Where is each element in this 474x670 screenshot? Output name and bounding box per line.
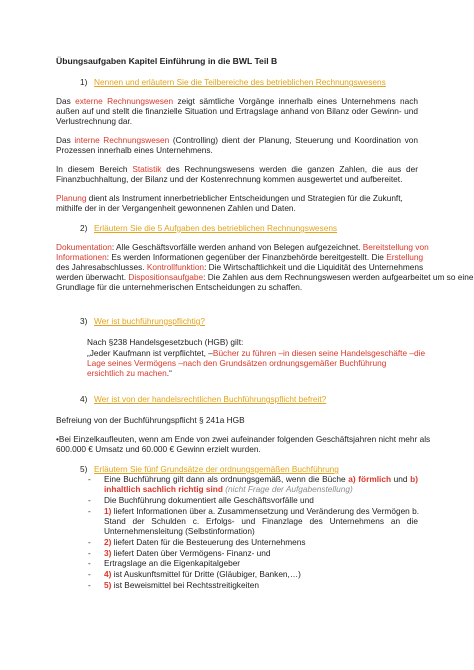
list-bullet: - bbox=[88, 580, 91, 590]
question-5-text: Erläutern Sie fünf Grundsätze der ordnungsgemäßen Buchführung bbox=[94, 464, 339, 474]
list-bullet: - bbox=[88, 474, 91, 484]
list-item-5-line-1: 3) liefert Daten über Vermögens- Finanz- und bbox=[104, 548, 271, 558]
list-bullet: - bbox=[88, 558, 91, 568]
paragraph-aufgaben-line-5: Grundlage für die unternehmerischen Entscheidungen zu schaffen. bbox=[56, 282, 303, 292]
paragraph-statistik-line-2: Finanzbuchhaltung, der Bilanz und der Kostenrechnung kommen ausgewertet und aufbereitet. bbox=[56, 174, 403, 184]
list-item-6: 4) ist Auskunftsmittel für Dritte (Gläubiger, Banken,…) bbox=[104, 569, 301, 579]
question-1-number: 1) bbox=[80, 77, 88, 87]
befreiung-line-1: •Bei Einzelkaufleuten, wenn am Ende von zwei aufeinander folgenden Geschäftsjahren nicht mehr als bbox=[56, 434, 431, 444]
paragraph-internal-line-2: Prozessen innerhalb eines Unternehmens. bbox=[56, 145, 213, 155]
question-5-number: 5) bbox=[80, 464, 88, 474]
question-4-text: Wer ist von der handelsrechtlichen Buchführungspflicht befreit? bbox=[94, 394, 327, 404]
list-item-7: 5) ist Beweismittel bei Rechtsstreitigkeiten bbox=[104, 580, 259, 590]
paragraph-aufgaben-line-2: Informationen: Es werden Informationen gegenüber der Finanzbehörde bereitgestellt. Die Erstellung bbox=[56, 252, 424, 262]
list-item-2: Die Buchführung dokumentiert alle Geschäftsvorfälle und bbox=[104, 495, 314, 505]
question-2-text: Erläutern Sie die 5 Aufgaben des betrieblichen Rechnungswesens bbox=[94, 223, 338, 233]
befreiung-line-2: 600.000 € Umsatz und 60.000 € Gewinn erzielt wurden. bbox=[56, 444, 261, 454]
paragraph-internal-line-1: Das interne Rechnungswesen (Controlling) dient der Planung, Steuerung und Koordination von bbox=[56, 135, 418, 145]
list-item-1-line-2: inhaltlich sachlich richtig sind (nicht Frage der Aufgabenstellung) bbox=[104, 484, 353, 494]
list-bullet: - bbox=[88, 506, 91, 516]
list-bullet: - bbox=[88, 569, 91, 579]
list-bullet: - bbox=[88, 548, 91, 558]
question-1-text: Nennen und erläutern Sie die Teilbereiche des betrieblichen Rechnungswesens bbox=[94, 77, 386, 87]
hgb-quote-line-1: „Jeder Kaufmann ist verpflichtet, –Bücher zu führen –in diesen seine Handelsgeschäfte –die bbox=[87, 348, 426, 358]
document-title: Übungsaufgaben Kapitel Einführung in die BWL Teil B bbox=[56, 56, 278, 66]
question-2-number: 2) bbox=[80, 223, 88, 233]
paragraph-aufgaben-line-4: werden überwacht. Dispositionsaufgabe: Die Zahlen aus dem Rechnungswesen werden aufgearbeitet um so eine bbox=[56, 272, 474, 282]
list-bullet: - bbox=[88, 537, 91, 547]
hgb-quote-line-2: Lage seines Vermögens –nach den Grundsätzen ordnungsgemäßer Buchführung bbox=[87, 358, 387, 368]
list-item-3-line-2: Stand der Schulden c. Erfolgs- und Finanzlage des Unternehmens an die bbox=[104, 516, 418, 526]
paragraph-planung-line-1: Planung dient als Instrument innerbetrieblicher Entscheidungen und Strategien für die Zukunft, bbox=[56, 193, 403, 203]
paragraph-aufgaben-line-3: des Jahresabschlusses. Kontrollfunktion: Die Wirtschaftlichkeit und die Liquidität des Unternehmens bbox=[56, 262, 424, 272]
list-bullet: - bbox=[88, 495, 91, 505]
paragraph-external-line-1: Das externe Rechnungswesen zeigt sämtliche Vorgänge innerhalb eines Unternehmens nach bbox=[56, 96, 418, 106]
hgb-intro: Nach §238 Handelsgesetzbuch (HGB) gilt: bbox=[87, 337, 244, 347]
list-item-4: 2) liefert Daten für die Besteuerung des Unternehmens bbox=[104, 537, 306, 547]
list-item-5-line-2: Ertragslage an die Eigenkapitalgeber bbox=[104, 558, 241, 568]
list-item-3-line-3: Unternehmensleitung (Selbstinformation) bbox=[104, 526, 255, 536]
paragraph-external-line-2: außen auf und stellt die finanzielle Situation und Ertragslage anhand von Bilanz oder Gewinn- und bbox=[56, 106, 418, 116]
question-3-text: Wer ist buchführungspflichtig? bbox=[94, 316, 205, 326]
question-4-number: 4) bbox=[80, 394, 88, 404]
paragraph-aufgaben-line-1: Dokumentation: Alle Geschäftsvorfälle werden anhand von Belegen aufgezeichnet. Bereitstellung von bbox=[56, 242, 429, 252]
paragraph-planung-line-2: mithilfe der in der Vergangenheit gewonnenen Zahlen und Daten. bbox=[56, 203, 296, 213]
befreiung-heading: Befreiung von der Buchführungspflicht § 241a HGB bbox=[56, 415, 245, 425]
paragraph-external-line-3: Verlustrechnung dar. bbox=[56, 116, 133, 126]
paragraph-statistik-line-1: In diesem Bereich Statistik des Rechnungswesens werden die ganzen Zahlen, die aus der bbox=[56, 164, 418, 174]
question-3-number: 3) bbox=[80, 316, 88, 326]
list-item-3-line-1: 1) liefert Informationen über a. Zusammensetzung und Veränderung des Vermögen b. bbox=[104, 506, 420, 516]
hgb-quote-line-3: ersichtlich zu machen.“ bbox=[87, 368, 172, 378]
list-item-1-line-1: Eine Buchführung gilt dann als ordnungsgemäß, wenn die Büche a) förmlich und b) bbox=[104, 474, 418, 484]
